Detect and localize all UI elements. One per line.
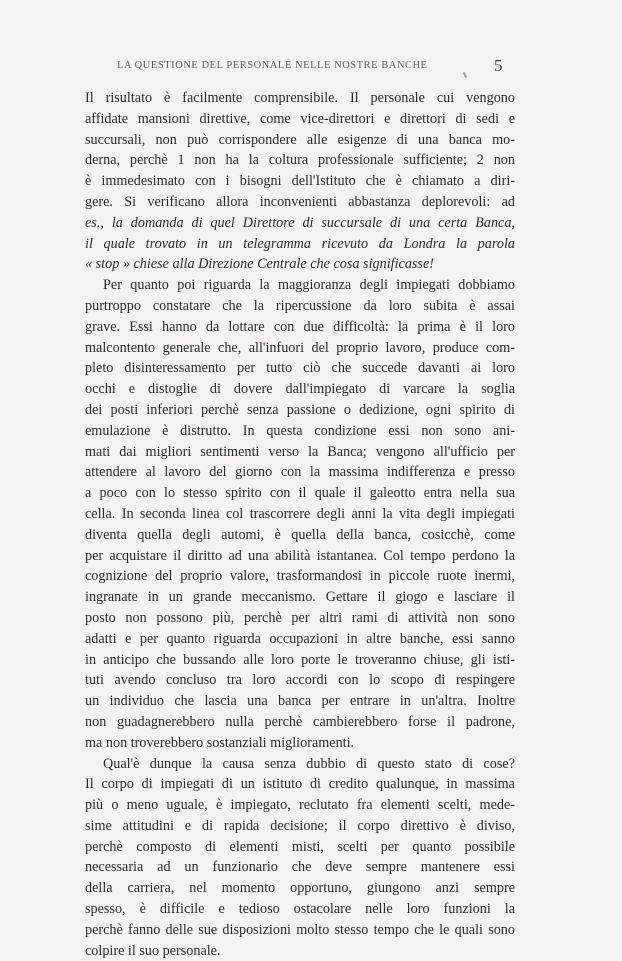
text-line: cognizione del proprio valore, trasformandosi in piccole ruote inermi, bbox=[85, 566, 515, 587]
text-line: necessaria ad un funzionario che deve sempre mantenere essi bbox=[85, 857, 515, 878]
text-line: derna, perchè 1 non ha la coltura professionale sufficiente; 2 non bbox=[85, 150, 515, 171]
text-line: spesso, è difficile e tedioso ostacolare nelle loro funzioni la bbox=[85, 899, 515, 920]
text-line: perchè fanno delle sue disposizioni molto stesso tempo che le quali sono bbox=[85, 920, 515, 941]
text-line: un individuo che lascia una banca per entrare in un'altra. Inoltre bbox=[85, 691, 515, 712]
text-line: adatti e per quanto riguarda occupazioni in altre banche, essi sanno bbox=[85, 629, 515, 650]
text-line: è immedesimato con i bisogni dell'Istituto che è chiamato a diri- bbox=[85, 171, 515, 192]
text-line: sime attitudini e di rapida decisione; il corpo direttivo è diviso, bbox=[85, 816, 515, 837]
text-line: affidate mansioni direttive, come vice-direttori e direttori di sedi e bbox=[85, 109, 515, 130]
text-line: il quale trovato in un telegramma ricevuto da Londra la parola bbox=[85, 234, 515, 255]
text-line: emulazione è distrutto. In questa condizione essi non sono ani- bbox=[85, 421, 515, 442]
text-line: colpire il suo personale. bbox=[85, 941, 515, 961]
body-text bbox=[85, 88, 515, 961]
text-line: succursali, non può corrispondere alle esigenze di una banca mo- bbox=[85, 130, 515, 151]
text-line: non guadagnerebbero nulla perchè cambierebbero forse il padrone, bbox=[85, 712, 515, 733]
paragraph bbox=[85, 88, 515, 275]
text-line: Per quanto poi riguarda la maggioranza degli impiegati dobbiamo bbox=[85, 275, 515, 296]
text-line: più o meno uguale, è impiegato, reclutato fra elementi scelti, mede- bbox=[85, 795, 515, 816]
running-title: LA QUESTIONE DEL PERSONALE NELLE NOSTRE BANCHE bbox=[117, 60, 428, 71]
text-line: gere. Si verificano allora inconvenienti abbastanza deplorevoli: ad bbox=[85, 192, 515, 213]
text-line: attendere al lavoro del giorno con la massima indifferenza e presso bbox=[85, 462, 515, 483]
text-line: perchè composto di elementi misti, scelti per quanto possibile bbox=[85, 837, 515, 858]
text-line: pleto disinteressamento per tutto ciò che succede davanti ai loro bbox=[85, 358, 515, 379]
text-line: ingranate in un grande meccanismo. Gettare il giogo e lasciare il bbox=[85, 587, 515, 608]
page-number: 5 bbox=[494, 56, 503, 76]
text-line: in anticipo che bussando alle loro porte le troveranno chiuse, gli isti- bbox=[85, 650, 515, 671]
text-line: a poco con lo stesso spirito con il quale il galeotto entra nella sua bbox=[85, 483, 515, 504]
text-line: per acquistare il diritto ad una abilità istantanea. Col tempo perdono la bbox=[85, 546, 515, 567]
text-line: dei posti inferiori perchè senza passione o dedizione, ogni spirito di bbox=[85, 400, 515, 421]
paragraph bbox=[85, 275, 515, 753]
text-line: cella. In seconda linea col trascorrere degli anni la vita degli impiegati bbox=[85, 504, 515, 525]
text-line: Il corpo di impiegati di un istituto di credito qualunque, in massima bbox=[85, 774, 515, 795]
ink-mark bbox=[463, 72, 468, 78]
text-line: malcontento generale che, all'infuori del proprio lavoro, produce com- bbox=[85, 338, 515, 359]
text-line: es., la domanda di quel Direttore di succursale di una certa Banca, bbox=[85, 213, 515, 234]
text-line: mati dai migliori sentimenti verso la Banca; vengono all'ufficio per bbox=[85, 442, 515, 463]
text-line: tuti avendo concluso tra loro accordi con lo scopo di respingere bbox=[85, 670, 515, 691]
text-line: posto non possono più, perchè per altri rami di attività non sono bbox=[85, 608, 515, 629]
text-line: Il risultato è facilmente comprensibile. Il personale cui vengono bbox=[85, 88, 515, 109]
text-line: della carriera, nel momento opportuno, giungono anzi sempre bbox=[85, 878, 515, 899]
text-line: « stop » chiese alla Direzione Centrale che cosa significasse! bbox=[85, 254, 515, 275]
page-header bbox=[0, 58, 622, 78]
paragraph bbox=[85, 754, 515, 961]
text-line: diventa quella degli automi, è quella della banca, cosicchè, come bbox=[85, 525, 515, 546]
text-line: Qual'è dunque la causa senza dubbio di questo stato di cose? bbox=[85, 754, 515, 775]
text-line: ma non troverebbero sostanziali miglioramenti. bbox=[85, 733, 515, 754]
text-line: grave. Essi hanno da lottare con due difficoltà: la prima è il loro bbox=[85, 317, 515, 338]
text-line: occhi e distoglie di dovere dall'impiegato di varcare la soglia bbox=[85, 379, 515, 400]
text-line: purtroppo constatare che la ripercussione da loro subita è assai bbox=[85, 296, 515, 317]
